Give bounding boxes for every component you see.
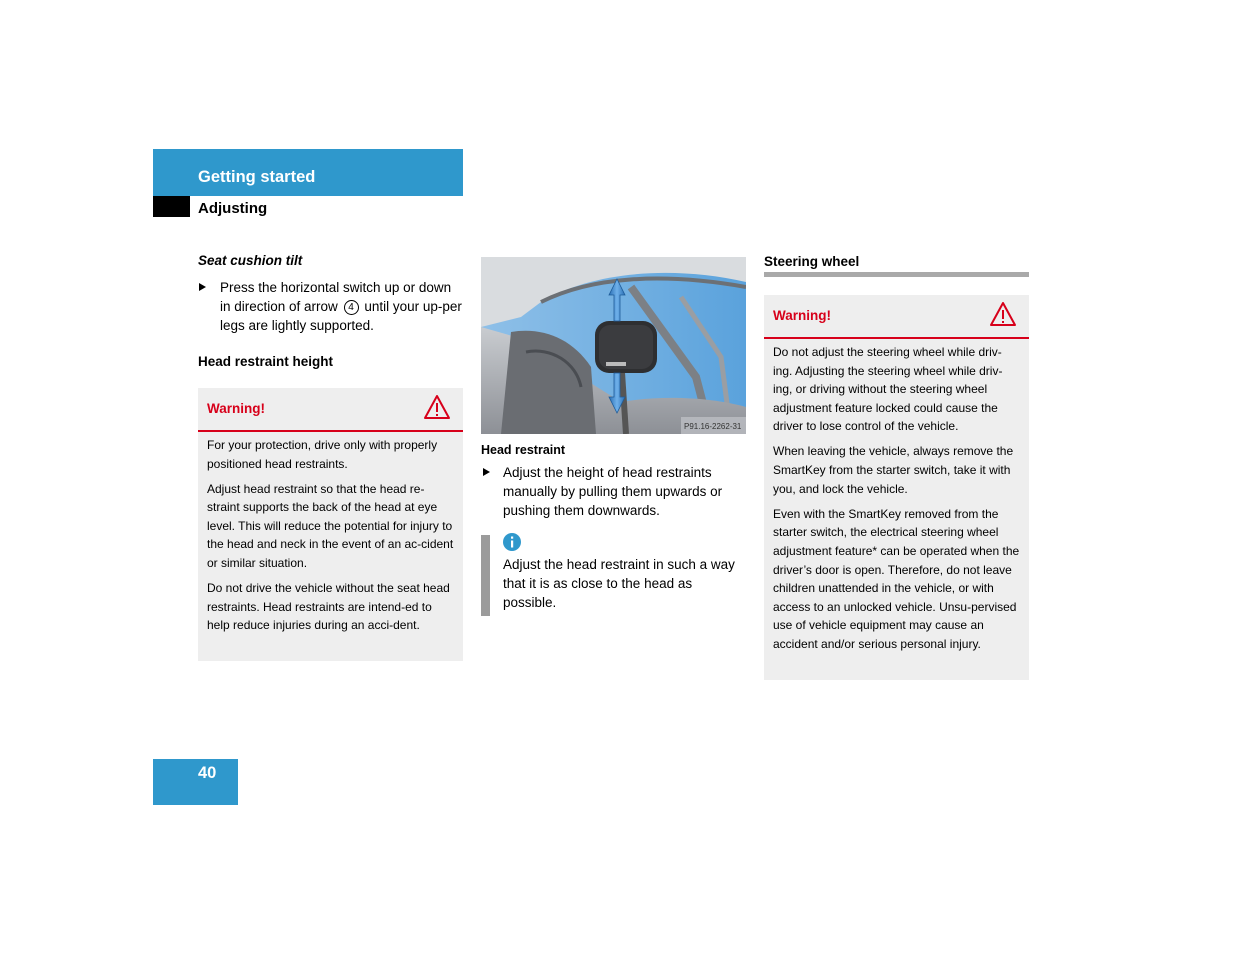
head-restraint-warning-box: [198, 388, 463, 661]
figure-code: P91.16-2262-31: [684, 422, 742, 431]
subsection-title: Adjusting: [198, 200, 268, 217]
warning-triangle-icon: [989, 301, 1017, 327]
figure-caption: Head restraint: [481, 443, 566, 457]
heading-rule: [764, 272, 1029, 277]
head-restraint-heading: Head restraint height: [198, 354, 334, 369]
warning-header: [764, 295, 1029, 339]
info-bar: [481, 535, 490, 616]
warning-triangle-icon: [423, 394, 451, 420]
warning-label: Warning!: [207, 401, 265, 416]
warning-paragraph: For your protection, drive only with properly positioned head restraints.: [207, 438, 438, 471]
bullet-arrow-icon: [198, 282, 207, 292]
warning-paragraph: Do not adjust the steering wheel while driv-ing. Adjusting the steering wheel while driv-ing, or driving without the steering wheel adjustment feature locked could cause the driver to lose control of the vehicle.: [773, 345, 1003, 434]
seat-cushion-heading: Seat cushion tilt: [198, 253, 303, 268]
seat-cushion-text-1: Press the horizontal switch up or down in direction of arrow: [220, 280, 452, 314]
page-number: 40: [198, 764, 217, 782]
seat-cushion-instruction: [220, 278, 465, 335]
warning-paragraph: Even with the SmartKey removed from the starter switch, the electrical steering wheel adjustment feature* can be operated when the driver’s door is open. Therefore, do not leave children unattended in the vehicle, or with access to an unlocked vehicle. Unsu-pervised use of vehicle equipment may cause an accident and/or serious personal injury.: [773, 506, 1020, 651]
warning-paragraph: Do not drive the vehicle without the seat head restraints. Head restraints are intend-ed to help reduce injuries during an acci-dent.: [207, 581, 450, 633]
warning-paragraph: Adjust head restraint so that the head re-straint supports the back of the head at eye level. This will reduce the potential for injury to the head and neck in the event of an ac-cident or similar situation.: [207, 481, 454, 571]
page-number-box: [153, 759, 238, 805]
arrow-ref-number: 4: [344, 300, 359, 315]
steering-wheel-heading: Steering wheel: [764, 254, 860, 269]
warning-paragraph: When leaving the vehicle, always remove the SmartKey from the starter switch, take it with you, and lock the vehicle.: [773, 444, 1014, 496]
warning-body: [198, 432, 463, 647]
bullet-arrow-icon: [482, 467, 491, 477]
info-note: Adjust the head restraint in such a way that it is as close to the head as possible.: [503, 557, 735, 610]
warning-label: Warning!: [773, 308, 831, 323]
warning-header: [198, 388, 463, 432]
subsection-marker: [153, 196, 190, 217]
adjust-instruction: Adjust the height of head restraints manually by pulling them upwards or pushing them downwards.: [503, 465, 723, 518]
steering-wheel-warning-box: [764, 295, 1029, 680]
info-icon: [503, 533, 521, 551]
seat-cushion-text-2: until your up-per legs are lightly supported.: [220, 299, 462, 333]
head-restraint-photo: [481, 257, 746, 434]
section-title: Getting started: [198, 168, 316, 186]
warning-body: [764, 339, 1029, 666]
